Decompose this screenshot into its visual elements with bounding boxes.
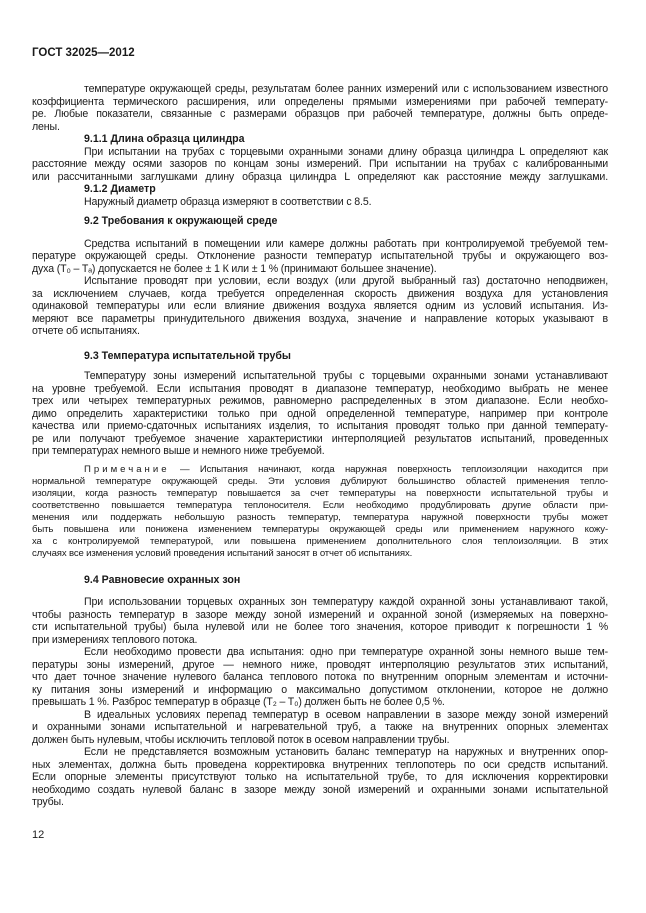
text-line: быть повышена или понижена изменением температуры окружающей среды или применением наружного кожу-	[32, 523, 608, 535]
paragraph	[32, 83, 608, 133]
paragraph	[32, 275, 608, 338]
text-line: на уровне требуемой. Если испытания проводят в диапазоне температур, необходимо выбрать не менее	[32, 382, 608, 395]
text-line: или рассчитанными заглушками длину образца цилиндра L определяют как расстояние между заглушками.	[32, 170, 608, 183]
text-line: меряют все параметры принудительного движения воздуха, значение и направление которых указывают в	[32, 312, 608, 325]
text-line: При испытании на трубах с торцевыми охранными зонами длину образца цилиндра L определяют как	[84, 145, 608, 158]
text-line: при температурах немного выше и немного ниже требуемой.	[32, 445, 325, 457]
text-line: при измерениях теплового потока.	[32, 633, 198, 646]
section-heading: 9.1.1 Длина образца цилиндра	[84, 133, 245, 145]
text-line: трубы.	[32, 796, 64, 808]
note-text: — Испытания начинают, когда наружная поверхность теплоизоляции находится при	[179, 463, 608, 475]
text-line: В идеальных условиях перепад температур в осевом направлении в зазоре между зоной измерений	[84, 708, 608, 721]
text-line: Испытание проводят при условии, если воздух (или другой выбранный газ) достаточно неподвижен,	[84, 275, 608, 287]
paragraph	[32, 146, 608, 184]
text-line: димо определить характеристики только при одной определенной температуре, например при контроле	[32, 407, 608, 420]
text-line: необходимо создать нулевой баланс в зазоре между зоной измерений и охранными зонами испытательной	[32, 783, 608, 796]
text-line: должен быть нулевым, чтобы исключить тепловой поток в осевом направлении трубы.	[32, 733, 450, 746]
text-line: ку питания зоны измерений и информацию о максимально допустимом отклонении, которое не должно	[32, 683, 608, 696]
note-label: Примечание	[84, 463, 170, 475]
text-line: чтобы разность температур в зазоре между зоной измерений и охранной зоной (измеряемых на поверхно-	[32, 608, 608, 621]
paragraph	[32, 196, 608, 209]
note-paragraph	[32, 464, 608, 560]
section-heading: 9.2 Требования к окружающей среде	[84, 215, 278, 227]
section-heading: 9.4 Равновесие охранных зон	[84, 573, 241, 586]
text-line: расстояние между осями зазоров по концам зоны измерений. При испытании на трубах с калиброванными	[32, 158, 608, 170]
text-line: Наружный диаметр образца измеряют в соответствии с 8.5.	[84, 195, 372, 208]
page-number: 12	[32, 829, 45, 841]
text-line: отчете об испытаниях.	[32, 325, 140, 337]
text-line: ха с контролируемой температурой, или повышена применением дополнительного слоя теплоизоляции. В этих	[32, 535, 608, 547]
text-line: соответственно повышается температура теплоносителя. Если необходимо продублировать другие области при-	[32, 499, 608, 511]
text-line: духа (T₀ – Tₐ) допускается не более ± 1 К или ± 1 % (принимают большее значение).	[32, 262, 437, 275]
text-line: пературе окружающей среды. Отклонение разности температур испытательной трубы и окружающего воз-	[32, 250, 608, 262]
paragraph	[32, 746, 608, 809]
document-body	[32, 83, 608, 809]
section-heading: 9.1.2 Диаметр	[84, 183, 156, 195]
text-line: качества или приемо-сдаточных испытаниях изделия, то испытания проводят только при данной температу-	[32, 420, 608, 432]
text-line: что дает точное значение нулевого баланса теплового потока по внутренним опорным элементам и источни-	[32, 671, 608, 683]
text-line: сти испытательной трубы) была нулевой или не более того значения, которое приводит к погрешности 1 %	[32, 621, 608, 633]
text-line: за исключением случаев, когда требуется определенная скорость движения воздуха для установления	[32, 287, 608, 300]
text-line: Если необходимо провести два испытания: одно при температуре охранной зоны немного выше тем-	[84, 646, 608, 658]
text-line	[32, 464, 608, 476]
text-line: и охранными зонами испытательной и нагревательной труб, а также на внутренних опорных элементах	[32, 721, 608, 733]
paragraph	[32, 709, 608, 747]
paragraph	[32, 370, 608, 458]
text-line: Температуру зоны измерений испытательной трубы с торцевыми охранными зонами устанавливают	[84, 370, 608, 382]
section-heading: 9.3 Температура испытательной трубы	[84, 349, 291, 362]
text-line: ных элементах, должна быть проведена корректировка внутренних теплопотерь по оси средств испытаний.	[32, 758, 608, 771]
text-line: температуре окружающей среды, результатам более ранних измерений или с использованием известного	[84, 83, 608, 95]
text-line: коэффициента термического расширения, или определены прямыми измерениями при рабочей температу-	[32, 95, 608, 108]
text-line: Если опорные элементы присутствуют только на испытательной трубе, то для исключения корректировки	[32, 771, 608, 783]
text-line: Средства испытаний в помещении или камере должны работать при контролируемой требуемой тем-	[84, 237, 608, 250]
text-line: ре. Любые показатели, связанные с размерами образцов при рабочей температуре, должны быть опреде-	[32, 108, 608, 120]
text-line: менения или поддержать небольшую разность температур, температура наружной поверхности трубы может	[32, 511, 608, 523]
paragraph	[32, 596, 608, 646]
text-line: пературы зоны измерений, другое — немного ниже, проводят интерполяцию результатов этих испытаний,	[32, 658, 608, 671]
text-line: нормальной температуре окружающей среды. Эти условия дублируют большинство областей применения тепло-	[32, 475, 608, 487]
text-line: ре или получают требуемое значение характеристики интерполяцией результатов испытаний, проведенных	[32, 432, 608, 445]
text-line: Если не представляется возможным установить баланс температур на наружных и внутренних опор-	[84, 746, 608, 758]
text-line: лены.	[32, 120, 60, 133]
text-line: превышать 1 %. Разброс температур в образце (T₂ – T₀) должен быть не более 0,5 %.	[32, 696, 445, 708]
paragraph	[32, 238, 608, 276]
text-line: При использовании торцевых охранных зон температуру каждой охранной зоны устанавливают такой,	[84, 596, 608, 608]
document-header: ГОСТ 32025—2012	[32, 47, 135, 59]
text-line: изоляции, когда разность температур повышается за счет температуры на поверхности испытательной трубы и	[32, 487, 608, 499]
text-line: случаях все изменения условий проведения испытаний заносят в отчет об испытаниях.	[32, 547, 413, 559]
text-line: трех или четырех температурных режимов, равномерно распределенных в этом диапазоне. Если необхо-	[32, 395, 608, 407]
paragraph	[32, 646, 608, 709]
text-line: одинаковой температуры или если влияние движения воздуха является одним из условий испытания. Из-	[32, 300, 608, 312]
